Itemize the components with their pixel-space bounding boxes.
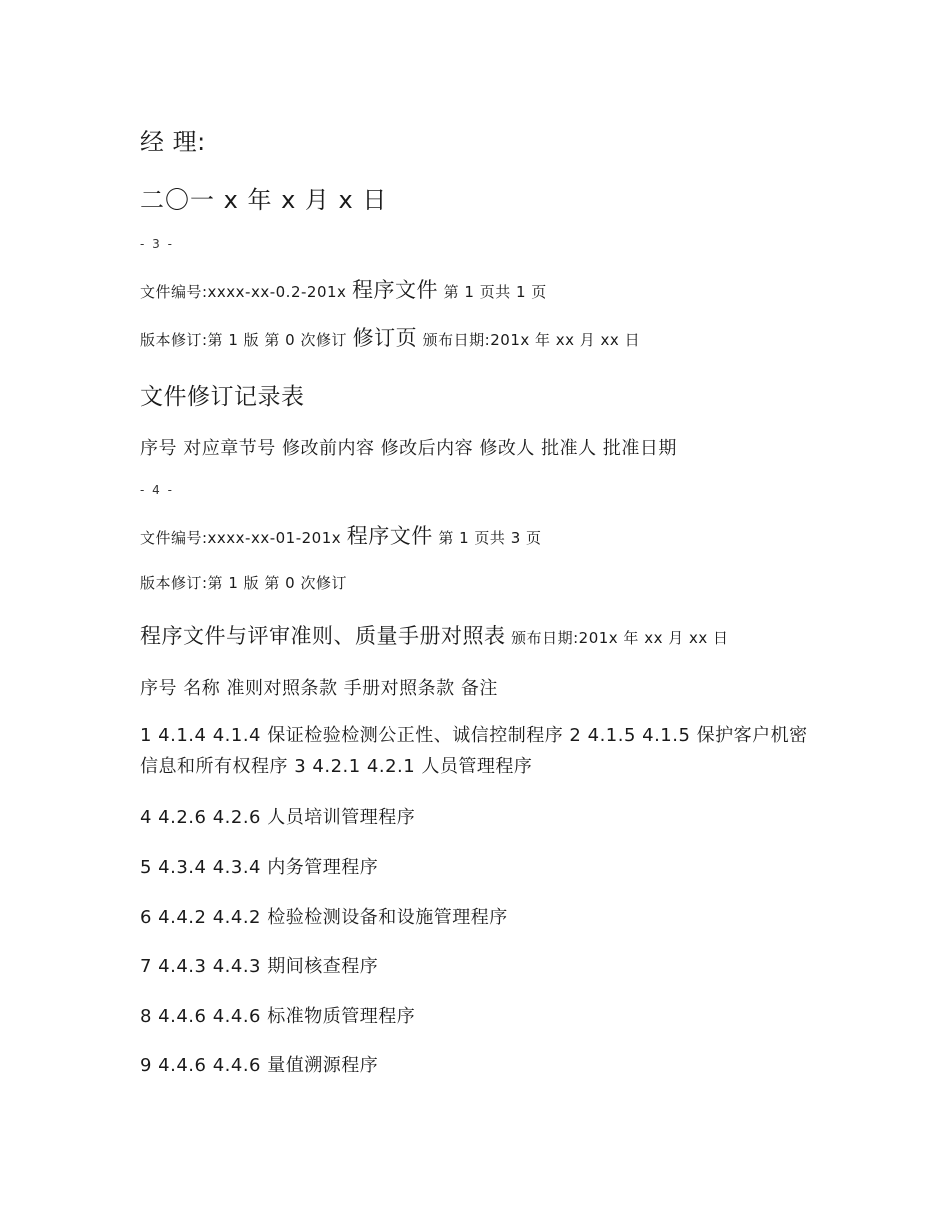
page-number-4: - 4 - — [140, 483, 174, 497]
table-row: 7 4.4.3 4.4.3 期间核查程序 — [140, 956, 379, 977]
issue-date: 颁布日期:201x 年 xx 月 xx 日 — [511, 629, 729, 647]
revision-table-title: 文件修订记录表 — [140, 384, 305, 410]
crossref-table-title: 程序文件与评审准则、质量手册对照表 — [140, 624, 506, 648]
doc-header-4 — [140, 520, 542, 550]
doc-number: 文件编号:xxxx-xx-0.2-201x — [140, 283, 347, 301]
doc-type: 程序文件 — [346, 524, 433, 548]
manager-signature-label: 经 理: — [140, 128, 206, 156]
date-line: 二〇一 x 年 x 月 x 日 — [140, 186, 388, 214]
page-info: 第 1 页共 1 页 — [443, 283, 547, 301]
page-info: 第 1 页共 3 页 — [438, 529, 542, 547]
section-title: 修订页 — [352, 326, 418, 350]
page-number-3: - 3 - — [140, 237, 174, 251]
issue-date: 颁布日期:201x 年 xx 月 xx 日 — [422, 331, 641, 349]
table-row: 6 4.4.2 4.4.2 检验检测设备和设施管理程序 — [140, 907, 508, 928]
table-row: 5 4.3.4 4.3.4 内务管理程序 — [140, 857, 379, 878]
revision-line-4: 版本修订:第 1 版 第 0 次修订 — [140, 574, 347, 592]
revision-line-3 — [140, 322, 640, 352]
revision-table-headers: 序号 对应章节号 修改前内容 修改后内容 修改人 批准人 批准日期 — [140, 438, 677, 459]
doc-header-3 — [140, 274, 547, 304]
crossref-title-line — [140, 620, 729, 650]
doc-type: 程序文件 — [352, 278, 439, 302]
table-row: 9 4.4.6 4.4.6 量值溯源程序 — [140, 1055, 379, 1076]
doc-number: 文件编号:xxxx-xx-01-201x — [140, 529, 342, 547]
crossref-table-headers: 序号 名称 准则对照条款 手册对照条款 备注 — [140, 678, 498, 699]
table-row: 8 4.4.6 4.4.6 标准物质管理程序 — [140, 1006, 416, 1027]
table-row: 4 4.2.6 4.2.6 人员培训管理程序 — [140, 807, 416, 828]
table-row: 1 4.1.4 4.1.4 保证检验检测公正性、诚信控制程序 2 4.1.5 4.1.5 保护客户机密信息和所有权程序 3 4.2.1 4.2.1 人员管理程序 — [140, 725, 808, 777]
revision-info: 版本修订:第 1 版 第 0 次修订 — [140, 331, 347, 349]
